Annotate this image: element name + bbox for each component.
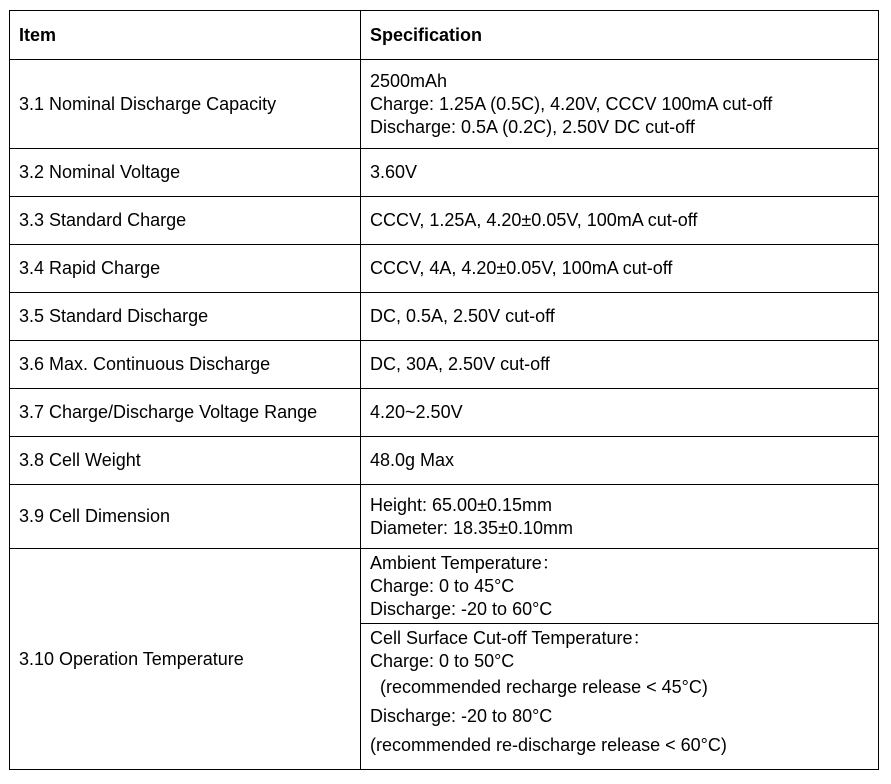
spec-cell: 3.60V: [361, 149, 879, 197]
table-row: [10, 149, 879, 197]
header-item: Item: [10, 11, 361, 60]
spec-line: Height: 65.00±0.15mm: [370, 494, 552, 515]
spec-cell-cutoff: [361, 624, 879, 770]
item-cell: 3.1 Nominal Discharge Capacity: [10, 60, 361, 149]
table-row: [10, 389, 879, 437]
spec-line: Charge: 0 to 45°C: [370, 575, 515, 596]
spec-line: 2500mAh: [370, 70, 448, 91]
spec-line: (recommended recharge release < 45°C): [380, 677, 708, 697]
item-cell: 3.9 Cell Dimension: [10, 485, 361, 549]
spec-cell-ambient: [361, 549, 879, 624]
spec-line: Cell Surface Cut-off Temperature：: [370, 628, 651, 648]
table-row: [10, 437, 879, 485]
spec-cell: [361, 60, 879, 149]
header-specification: Specification: [361, 11, 879, 60]
item-cell: 3.4 Rapid Charge: [10, 245, 361, 293]
item-cell: 3.6 Max. Continuous Discharge: [10, 341, 361, 389]
spec-line: (recommended re-discharge release < 60°C): [370, 735, 727, 755]
spec-cell: DC, 0.5A, 2.50V cut-off: [361, 293, 879, 341]
item-cell: 3.5 Standard Discharge: [10, 293, 361, 341]
item-cell: 3.2 Nominal Voltage: [10, 149, 361, 197]
spec-table: [9, 10, 879, 770]
spec-cell: CCCV, 1.25A, 4.20±0.05V, 100mA cut-off: [361, 197, 879, 245]
item-cell: 3.7 Charge/Discharge Voltage Range: [10, 389, 361, 437]
spec-cell: [361, 485, 879, 549]
spec-cell: DC, 30A, 2.50V cut-off: [361, 341, 879, 389]
table-row: [10, 341, 879, 389]
spec-line: Discharge: 0.5A (0.2C), 2.50V DC cut-off: [370, 116, 695, 137]
spec-line: Charge: 0 to 50°C: [370, 651, 515, 671]
spec-cell: CCCV, 4A, 4.20±0.05V, 100mA cut-off: [361, 245, 879, 293]
spec-cell: 4.20~2.50V: [361, 389, 879, 437]
spec-line: Charge: 1.25A (0.5C), 4.20V, CCCV 100mA cut-off: [370, 93, 773, 114]
spec-line: Diameter: 18.35±0.10mm: [370, 517, 573, 538]
table-row: [10, 245, 879, 293]
item-cell: 3.10 Operation Temperature: [10, 549, 361, 770]
spec-line: Discharge: -20 to 60°C: [370, 598, 553, 619]
spec-line: Ambient Temperature：: [370, 552, 560, 573]
spec-line: Discharge: -20 to 80°C: [370, 706, 553, 726]
table-row: [10, 60, 879, 149]
item-cell: 3.3 Standard Charge: [10, 197, 361, 245]
item-cell: 3.8 Cell Weight: [10, 437, 361, 485]
table-row: [10, 197, 879, 245]
table-row: [10, 485, 879, 549]
table-row: [10, 293, 879, 341]
table-row: [10, 549, 879, 624]
spec-cell: 48.0g Max: [361, 437, 879, 485]
table-header-row: [10, 11, 879, 60]
